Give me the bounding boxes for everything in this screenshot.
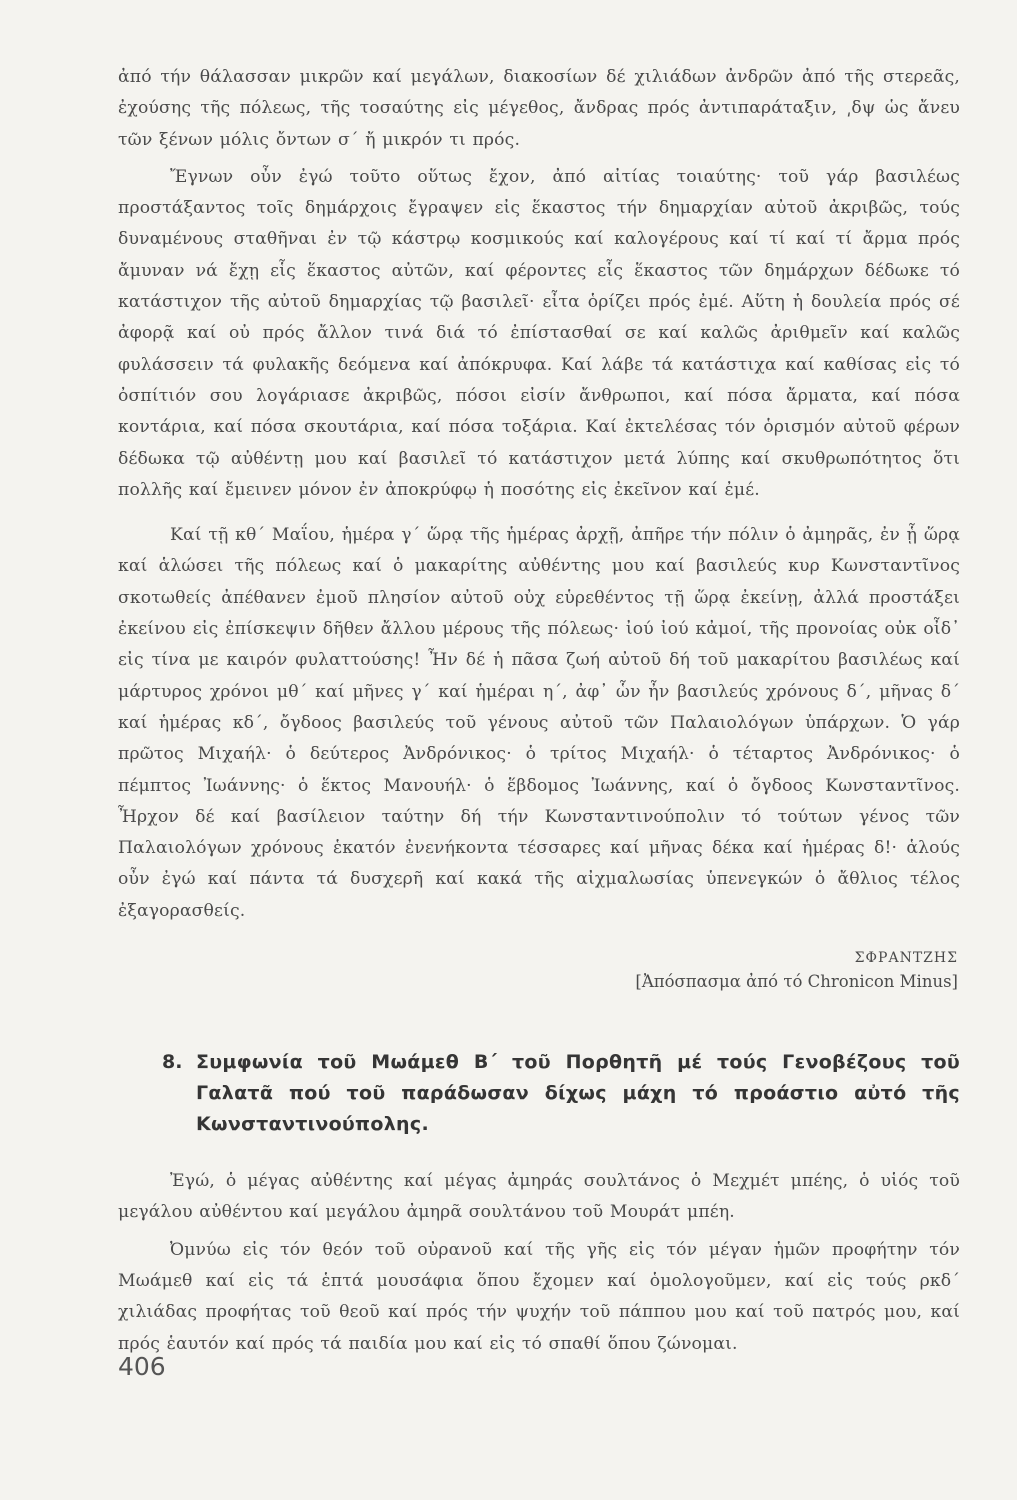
signature-author: ΣΦΡΑΝΤΖΗΣ	[854, 950, 958, 967]
paragraph-sultan-intro: Ἐγώ, ὁ μέγας αὐθέντης καί μέγας ἀμηράς σουλτάνος ὁ Μεχμέτ μπέης, ὁ υἱός τοῦ μεγάλου αὐθέντου καί μεγάλου ἀμηρᾶ σουλτάνου τοῦ Μουράτ μπέη.	[118, 1171, 960, 1223]
paragraph-oath: Ὀμνύω εἰς τόν θεόν τοῦ οὐρανοῦ καί τῆς γῆς εἰς τόν μέγαν ἡμῶν προφήτην τόν Μωάμεθ καί εἰς τά ἑπτά μουσάφια ὅπου ἔχομεν καί ὁμολογοῦμεν, καί εἰς τούς ρκδ΄ χιλιάδας προφήτας τοῦ θεοῦ καί πρός τήν ψυχήν τοῦ πάππου μου καί τοῦ πατρός μου, καί πρός ἑαυτόν καί πρός τά παιδία μου καί εἰς τό σπαθί ὅπου ζώνομαι.	[118, 1239, 960, 1354]
section-title: Συμφωνία τοῦ Μωάμεθ Β΄ τοῦ Πορθητῆ μέ τούς Γενοβέζους τοῦ Γαλατᾶ πού τοῦ παράδωσαν δίχως μάχη τό προάστιο αὐτό τῆς Κωνσταντινούπολης.	[196, 1051, 960, 1136]
paragraph-fall-of-city: Καί τῇ κθ΄ Μαΐου, ἡμέρα γ΄ ὥρᾳ τῆς ἡμέρας ἀρχῇ, ἀπῆρε τήν πόλιν ὁ ἀμηρᾶς, ἐν ᾗ ὥρᾳ καί ἁλώσει τῆς πόλεως καί ὁ μακαρίτης αὐθέντης μου καί βασιλεύς κυρ Κωνσταντῖνος σκοτωθείς ἀπέθανεν ἐμοῦ πλησίον αὐτοῦ οὐχ εὑρεθέντος τῇ ὥρᾳ ἐκείνῃ, ἀλλά προστάξει ἐκείνου εἰς ἐπίσκεψιν δῆθεν ἄλλου μέρους τῆς πόλεως· ἰού ἰού κἀμοί, τῆς προνοίας οὐκ οἶδ᾽ εἰς τίνα με καιρόν φυλαττούσης! Ἦν δέ ἡ πᾶσα ζωή αὐτοῦ δή τοῦ μακαρίτου βασιλέως καί μάρτυρος χρόνοι μθ΄ καί μῆνες γ΄ καί ἡμέραι η΄, ἀφ᾽ ὧν ἦν βασιλεύς χρόνους δ΄, μῆνας δ΄ καί ἡμέρας κδ΄, ὄγδοος βασιλεύς τοῦ γένους αὐτοῦ τῶν Παλαιολόγων ὑπάρχων. Ὁ γάρ πρῶτος Μιχαήλ· ὁ δεύτερος Ἀνδρόνικος· ὁ τρίτος Μιχαήλ· ὁ τέταρτος Ἀνδρόνικος· ὁ πέμπτος Ἰωάννης· ὁ ἕκτος Μανουήλ· ὁ ἕβδομος Ἰωάννης, καί ὁ ὄγδοος Κωνσταντῖνος. Ἦρχον δέ καί βασίλειον ταύτην δή τήν Κωνσταντινούπολιν τό τούτων γένος τῶν Παλαιολόγων χρόνους ἑκατόν ἐνενήκοντα τέσσαρες καί μῆνας δέκα καί ἡμέρας δ!· ἁλούς οὖν ἐγώ καί πάντα τά δυσχερῆ καί κακά τῆς αἰχμαλωσίας ὑπενεγκών ὁ ἄθλιος τέλος ἐξαγορασθείς.	[118, 525, 960, 921]
book-page	[118, 62, 960, 1482]
section-heading	[162, 1047, 960, 1140]
page-number: 406	[118, 1352, 166, 1381]
signature-source: [Ἀπόσπασμα ἀπό τό Chronicon Minus]	[635, 972, 958, 992]
section-number: 8.	[162, 1051, 183, 1074]
paragraph-census: Ἔγνων οὖν ἐγώ τοῦτο οὕτως ἔχον, ἀπό αἰτίας τοιαύτης· τοῦ γάρ βασιλέως προστάξαντος τοῖς δημάρχοις ἔγραψεν εἰς ἕκαστος τήν δημαρχίαν αὐτοῦ ἀκριβῶς, τούς δυναμένους σταθῆναι ἐν τῷ κάστρῳ κοσμικούς καί καλογέρους καί τί καί τί ἄρμα πρός ἄμυναν νά ἔχῃ εἷς ἕκαστος αὐτῶν, καί φέροντες εἷς ἕκαστος τῶν δημάρχων δέδωκε τό κατάστιχον τῆς αὐτοῦ δημαρχίας τῷ βασιλεῖ· εἶτα ὁρίζει πρός ἐμέ. Αὕτη ἡ δουλεία πρός σέ ἀφορᾷ καί οὐ πρός ἄλλον τινά διά τό ἐπίστασθαί σε καί καλῶς ἀριθμεῖν καί καλῶς φυλάσσειν τά φυλακῆς δεόμενα καί ἀπόκρυφα. Καί λάβε τά κατάστιχα καί καθίσας εἰς τό ὀσπίτιόν σου λογάριασε ἀκριβῶς, πόσοι εἰσίν ἄνθρωποι, καί πόσα ἄρματα, καί πόσα κοντάρια, καί πόσα σκουτάρια, καί πόσα τοξάρια. Καί ἐκτελέσας τόν ὁρισμόν αὐτοῦ φέρων δέδωκα τῷ αὐθέντῃ μου καί βασιλεῖ τό κατάστιχον μετά λύπης καί σκυθρωπότητος ὅτι πολλῆς καί ἔμεινεν μόνον ἐν ἀποκρύφῳ ἡ ποσότης εἰς ἐκεῖνον καί ἐμέ.	[118, 166, 960, 500]
paragraph-continued: ἀπό τήν θάλασσαν μικρῶν καί μεγάλων, διακοσίων δέ χιλιάδων ἀνδρῶν ἀπό τῆς στερεᾶς, ἐχούσης τῆς πόλεως, τῆς τοσαύτης εἰς μέγεθος, ἄνδρας πρός ἀντιπαράταξιν, ͵δψ ὡς ἄνευ τῶν ξένων μόλις ὄντων σ΄ ἤ μικρόν τι πρός.	[118, 67, 960, 150]
